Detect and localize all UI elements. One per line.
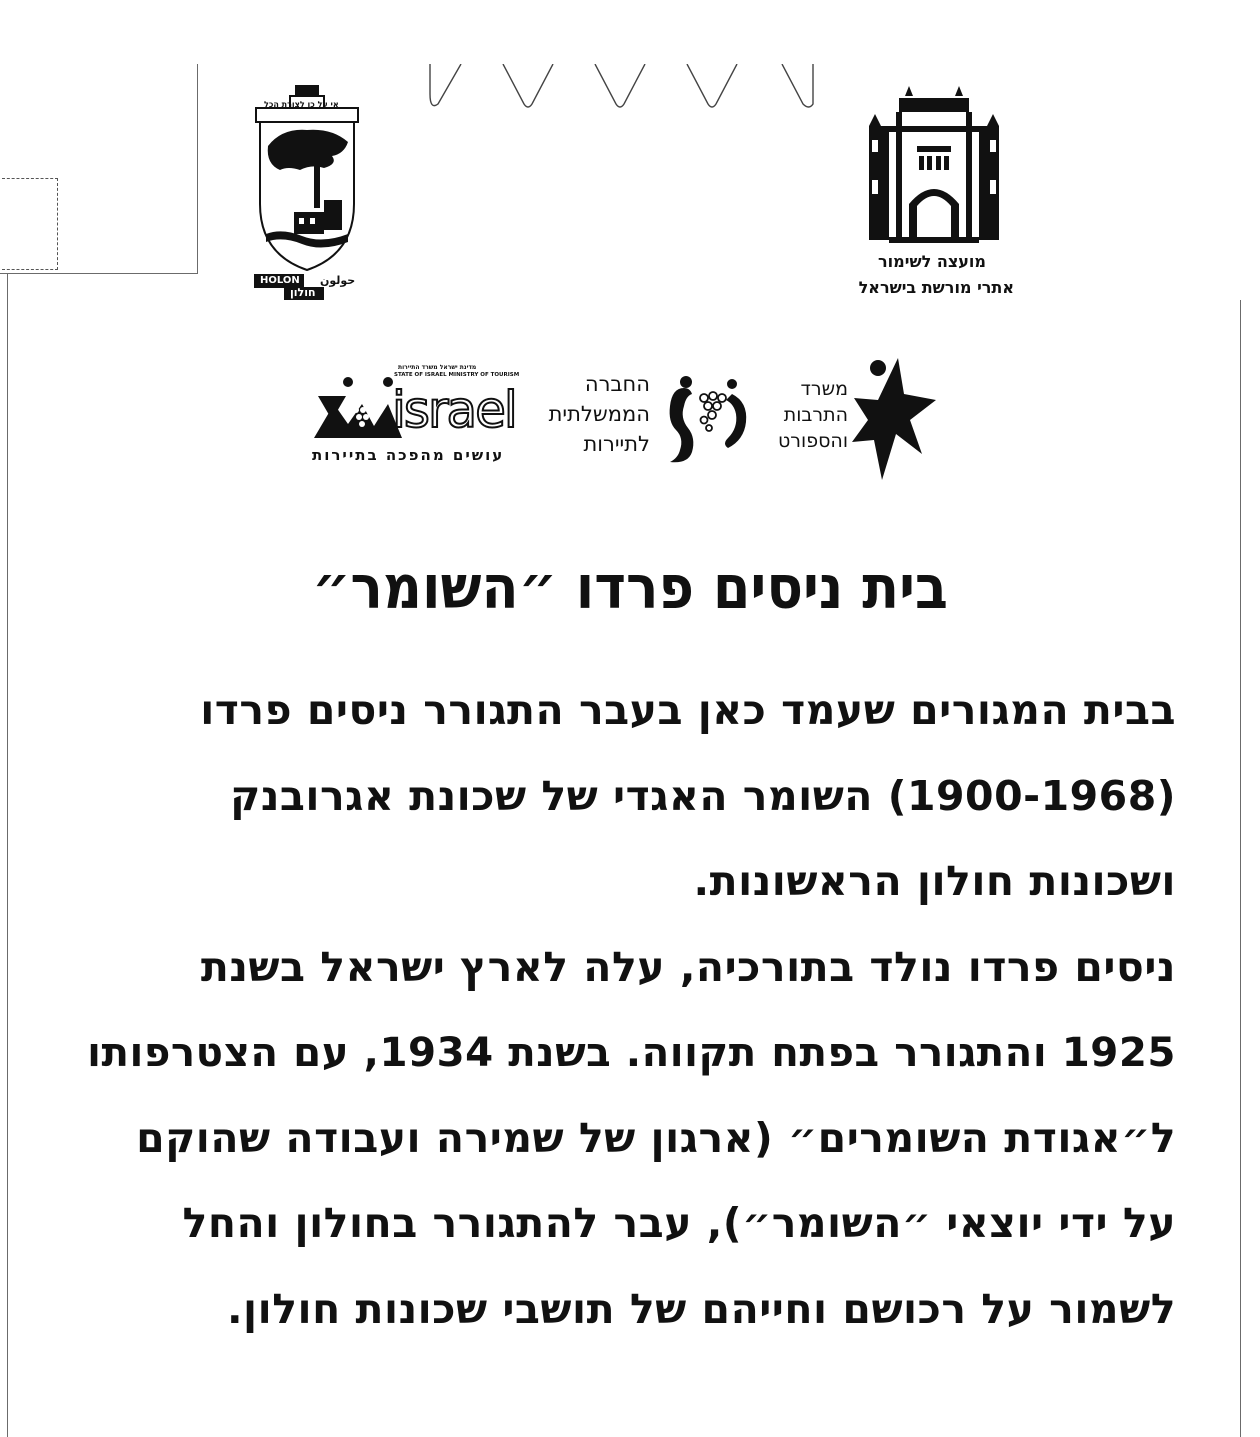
frame-line-left — [7, 274, 8, 1437]
tourism-company-line1: החברה — [584, 372, 650, 396]
tourism-company-line2: הממשלתית — [548, 402, 650, 426]
israel-wordmark: israel — [392, 381, 516, 439]
holon-name-plate — [254, 274, 360, 300]
heritage-council-logo — [858, 84, 1022, 304]
heritage-building-icon — [869, 84, 999, 244]
sign-body-line: ניסים פרדו נולד בתורכיה, עלה לארץ ישראל בשנת — [200, 942, 1176, 991]
holon-emblem-logo — [252, 84, 362, 302]
holon-latin-name: HOLON — [260, 275, 300, 286]
israel-ministry-hebrew: מדינת ישראל משרד התיירות — [398, 364, 477, 371]
holon-arabic-name: حولون — [320, 274, 356, 287]
culture-ministry-logo — [768, 356, 938, 482]
israel-ministry-english: STATE OF ISRAEL MINISTRY OF TOURISM — [394, 372, 520, 378]
sign-body — [76, 668, 1176, 1352]
heritage-council-line2: אתרי מורשת בישראל — [858, 278, 1014, 297]
tourism-company-figures-icon — [662, 372, 754, 468]
israel-tourism-logo — [312, 364, 520, 474]
sign-body-line: ל״אגודת השומרים״ (ארגון של שמירה ועבודה שהוקם — [136, 1113, 1176, 1162]
culture-ministry-figure-icon — [848, 356, 940, 482]
tourism-company-line3: לתיירות — [583, 432, 650, 456]
v-marks-decoration — [425, 64, 825, 114]
sign-body-line: ושכונות חולון הראשונות. — [693, 857, 1176, 905]
sign-body-line: על ידי יוצאי ״השומר״), עבר להתגורר בחולון והחל — [182, 1199, 1176, 1247]
sign-title: בית ניסים פרדו ״השומר״ — [312, 553, 948, 623]
sign-body-line: (1900-1968) השומר האגדי של שכונת אגרובנק — [230, 771, 1176, 820]
frame-line-left-upper — [197, 64, 198, 274]
culture-ministry-line2: התרבות — [783, 404, 848, 426]
sign-body-line: לשמור על רכושם וחייהם של תושבי שכונות חולון. — [226, 1284, 1176, 1333]
frame-line-horizontal — [0, 273, 198, 274]
holon-shield-icon — [252, 84, 362, 274]
holon-top-banner: אי על כן לצורת הכל — [264, 100, 339, 109]
israel-slogan: עושים מהפכה בתיירות — [312, 446, 505, 464]
culture-ministry-line1: משרד — [800, 378, 848, 400]
frame-line-right — [1240, 300, 1241, 1437]
culture-ministry-line3: והספורט — [777, 430, 848, 452]
tourism-company-logo — [530, 372, 760, 472]
heritage-council-line1: מועצה לשימור — [878, 252, 986, 271]
sign-body-line: בבית המגורים שעמד כאן בעבר התגורר ניסים פרדו — [200, 686, 1176, 734]
holon-hebrew-name: חולון — [290, 286, 316, 299]
crop-mark-box — [2, 178, 58, 270]
sign-body-line: 1925 והתגורר בפתח תקווה. בשנת 1934, עם הצטרפותו — [87, 1029, 1176, 1076]
